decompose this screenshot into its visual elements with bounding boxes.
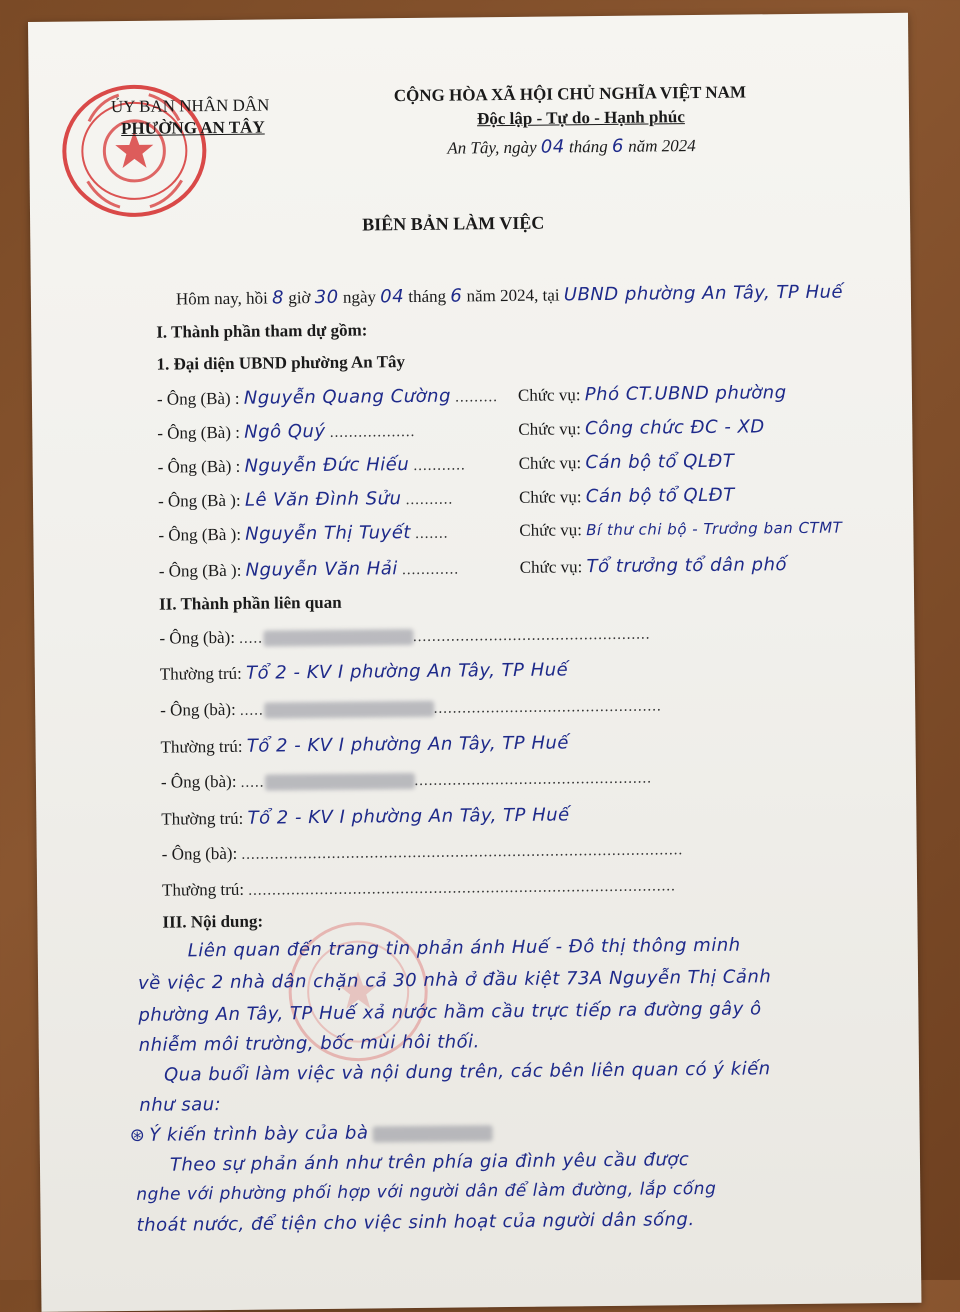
attendee-role — [519, 451, 735, 474]
intro-day: 04 — [380, 286, 405, 308]
role-label: Chức vụ: — [518, 453, 582, 473]
role-value: Cán bộ tổ QLĐT — [585, 484, 735, 508]
nation-title: CỘNG HÒA XÃ HỘI CHỦ NGHĨA VIỆT NAM — [393, 82, 747, 106]
section1-subheading: 1. Đại diện UBND phường An Tây — [156, 352, 406, 374]
residence-row — [160, 659, 569, 684]
role-label: Chức vụ: — [519, 520, 583, 540]
attendee-label: - Ông (Bà) : — [156, 388, 240, 409]
content-line: nghe với phường phối hợp với người dân để làm đường, lắp cống — [136, 1178, 717, 1205]
residence-value: Tổ 2 - KV I phường An Tây, TP Huế — [246, 732, 570, 757]
dotted-leader: ......... — [455, 389, 499, 406]
role-value: Bí thư chi bộ - Trưởng ban CTMT — [586, 518, 843, 540]
attendee-role — [520, 554, 787, 578]
org-name-line1: ỦY BAN NHÂN DÂN — [110, 95, 270, 117]
intro-minute: 30 — [314, 286, 339, 309]
role-value: Phó CT.UBND phường — [584, 382, 787, 406]
residence-label: Thường trú: — [160, 736, 243, 757]
org-name-line2: PHƯỜNG AN TÂY — [121, 117, 265, 139]
attendee-label: - Ông (Bà ): — [158, 560, 242, 581]
section2-heading: II. Thành phần liên quan — [159, 592, 342, 614]
document-date — [447, 135, 696, 159]
attendee-label: - Ông (Bà) : — [157, 456, 241, 477]
residence-row — [160, 732, 569, 757]
attendee-row — [158, 488, 453, 512]
redacted-name — [263, 629, 413, 647]
attendee-row — [158, 522, 448, 546]
dotted-leader: ............................................................................................. — [241, 842, 684, 863]
person-label: - Ông (bà): — [159, 627, 236, 648]
intro-day-label: ngày — [342, 287, 377, 307]
attendee-name: Nguyễn Quang Cường — [243, 385, 452, 409]
document-paper — [28, 13, 921, 1312]
intro-year-label: năm 2024, tại — [466, 285, 560, 306]
dotted-leader: .......................................................................................... — [248, 878, 676, 899]
date-month-label: tháng — [568, 136, 608, 157]
related-person-row — [161, 768, 652, 793]
person-label: - Ông (bà): — [160, 699, 236, 720]
date-prefix: An Tây, ngày — [447, 137, 537, 158]
content-line: phường An Tây, TP Huế xả nước hầm cầu trực tiếp ra đường gây ô — [138, 998, 762, 1026]
dotted-leader: .................................................. — [412, 626, 651, 646]
content-line: Liên quan đến trang tin phản ánh Huế - Đô thị thông minh — [187, 934, 741, 962]
nation-motto: Độc lập - Tự do - Hạnh phúc — [476, 107, 685, 129]
intro-place: UBND phường An Tây, TP Huế — [563, 281, 844, 306]
redacted-name — [264, 773, 414, 791]
section3-heading: III. Nội dung: — [162, 911, 264, 932]
residence-value: Tổ 2 - KV I phường An Tây, TP Huế — [247, 804, 570, 829]
intro-prefix: Hôm nay, hồi — [175, 288, 268, 309]
redacted-name — [372, 1126, 492, 1143]
intro-line — [176, 281, 843, 309]
role-value: Cán bộ tổ QLĐT — [585, 450, 735, 474]
intro-hour: 8 — [271, 287, 285, 309]
residence-row — [162, 875, 676, 900]
role-value: Tổ trưởng tổ dân phố — [586, 554, 788, 578]
residence-value: Tổ 2 - KV I phường An Tây, TP Huế — [245, 659, 569, 684]
intro-month: 6 — [450, 285, 463, 307]
attendee-role — [519, 485, 735, 508]
date-day: 04 — [540, 136, 565, 158]
content-line: về việc 2 nhà dân chặn cả 30 nhà ở đầu kiệt 73A Nguyễn Thị Cảnh — [137, 966, 772, 994]
section1-heading: I. Thành phần tham dự gồm: — [156, 320, 368, 342]
attendee-name: Nguyễn Văn Hải — [245, 558, 398, 581]
dotted-leader: .................................................. — [414, 770, 653, 789]
attendee-name: Lê Văn Đình Sửu — [244, 488, 402, 511]
document-title: BIÊN BẢN LÀM VIỆC — [362, 212, 545, 235]
attendee-label: - Ông (Bà ): — [157, 490, 241, 511]
related-person-row — [159, 624, 650, 649]
attendee-row — [158, 453, 466, 477]
related-person-row — [162, 839, 684, 864]
dotted-leader: ..... — [239, 630, 264, 647]
role-label: Chức vụ: — [518, 487, 582, 507]
content-line-opinion — [130, 1121, 493, 1146]
dotted-leader: ........... — [413, 457, 466, 474]
person-label: - Ông (bà): — [160, 771, 237, 792]
attendee-role — [518, 416, 765, 440]
attendee-role — [519, 518, 842, 541]
date-year: năm 2024 — [628, 136, 696, 156]
content-line: Ý kiến trình bày của bà — [149, 1122, 369, 1146]
attendee-name: Nguyễn Thị Tuyết — [245, 522, 412, 545]
bullet-mark: ⊛ — [129, 1124, 146, 1146]
content-line: như sau: — [139, 1094, 222, 1116]
person-label: - Ông (bà): — [161, 843, 238, 864]
dotted-leader: ............ — [402, 561, 460, 579]
residence-row — [161, 804, 570, 829]
related-person-row — [160, 695, 662, 720]
attendee-row — [157, 420, 415, 444]
residence-label: Thường trú: — [161, 879, 245, 900]
role-value: Công chức ĐC - XD — [585, 416, 765, 440]
attendee-name: Nguyễn Đức Hiếu — [244, 454, 410, 477]
dotted-leader: ..... — [240, 774, 265, 791]
dotted-leader: ..... — [239, 702, 264, 719]
attendee-label: - Ông (Bà ): — [158, 524, 242, 545]
attendee-name: Ngô Quý — [244, 420, 326, 443]
role-label: Chức vụ: — [517, 385, 581, 405]
content-line: Theo sự phản ánh như trên phía gia đình yêu cầu được — [169, 1149, 690, 1176]
dotted-leader: .......... — [405, 491, 454, 509]
date-month: 6 — [611, 135, 625, 157]
role-label: Chức vụ: — [519, 557, 583, 577]
redacted-name — [264, 701, 434, 719]
attendee-role — [518, 382, 787, 406]
role-label: Chức vụ: — [518, 419, 581, 439]
intro-minute-label: giờ — [288, 288, 311, 308]
intro-month-label: tháng — [408, 286, 447, 307]
attendee-row — [157, 385, 498, 410]
attendee-label: - Ông (Bà) : — [157, 422, 241, 443]
residence-label: Thường trú: — [161, 808, 244, 829]
residence-label: Thường trú: — [159, 663, 242, 684]
dotted-leader: .................. — [329, 423, 416, 441]
attendee-row — [159, 558, 460, 582]
dotted-leader: ................................................ — [433, 698, 662, 717]
dotted-leader: ....... — [415, 525, 449, 542]
content-line: Qua buổi làm việc và nội dung trên, các bên liên quan có ý kiến — [163, 1058, 771, 1086]
content-line: thoát nước, để tiện cho việc sinh hoạt của người dân sống. — [136, 1209, 695, 1236]
content-line: nhiễm môi trường, bốc mùi hôi thối. — [138, 1031, 480, 1056]
